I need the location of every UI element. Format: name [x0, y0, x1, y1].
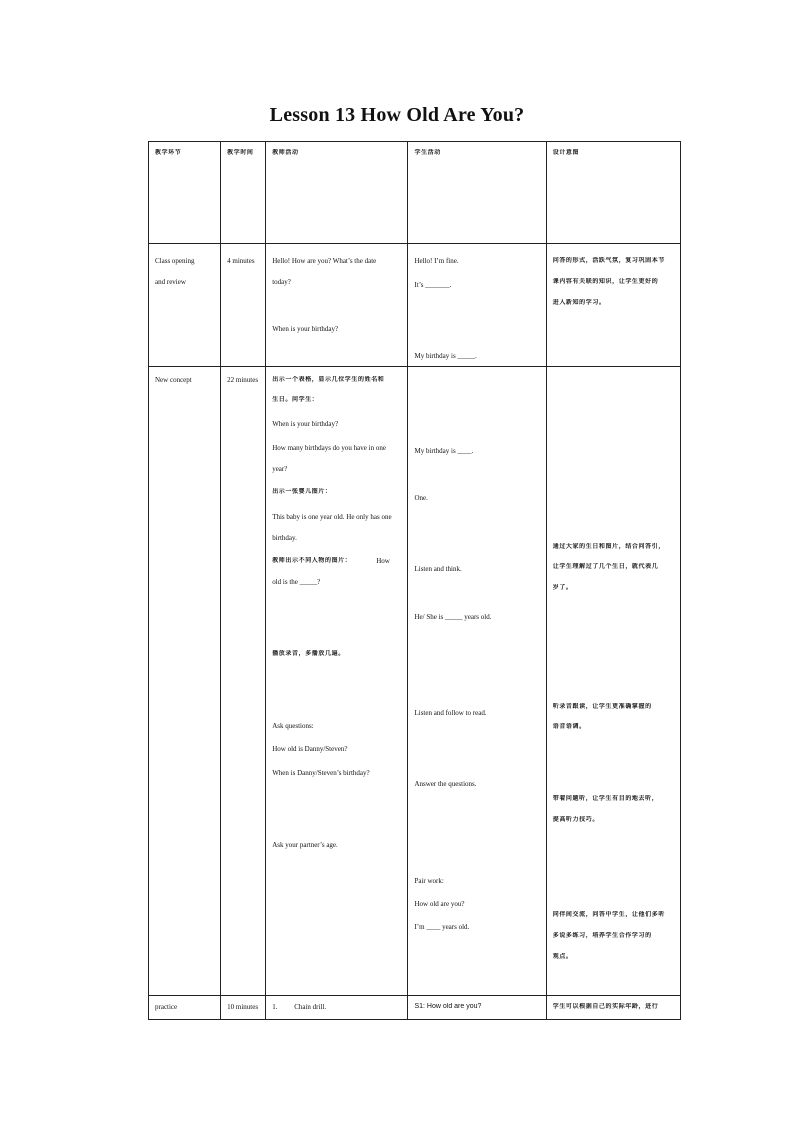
teacher-line: Ask questions:: [272, 722, 314, 730]
teacher-line: When is Danny/Steven’s birthday?: [272, 769, 370, 777]
intent-line: 问答的形式，活跃气氛，复习巩固本节: [552, 257, 665, 264]
teacher-line: When is your birthday?: [272, 325, 339, 333]
table-row: [149, 996, 681, 1020]
teacher-line: How old is Danny/Steven?: [272, 745, 348, 753]
student-line: I’m ____ years old.: [414, 923, 470, 931]
teacher-line: This baby is one year old. He only has one: [272, 513, 392, 521]
intent-line: 课内容有关联的知识，让学生更好的: [552, 278, 659, 285]
student-line: Hello! I’m fine.: [414, 257, 459, 265]
teacher-line: 教师出示不同人物的图片：: [272, 557, 352, 564]
document-title: Lesson 13 How Old Are You?: [269, 104, 525, 126]
student-line: Listen and follow to read.: [414, 709, 487, 717]
teacher-line: old is the _____?: [272, 578, 321, 586]
student-line: One.: [414, 494, 428, 502]
teacher-line: Hello! How are you? What’s the date: [272, 257, 377, 265]
header-stage: 教学环节: [155, 149, 182, 156]
student-line: How old are you?: [414, 900, 465, 908]
student-line: My birthday is _____.: [414, 352, 477, 360]
student-line: Listen and think.: [414, 565, 462, 573]
time-value: 22 minutes: [227, 376, 259, 384]
intent-line: 通过大家的生日和图片，结合问答引，: [552, 543, 665, 550]
intent-line: 带着问题听，让学生有目的地去听，: [552, 795, 659, 802]
stage-label: New concept: [155, 376, 192, 384]
header-student: 学生活动: [414, 149, 441, 156]
intent-line: 进入新知的学习。: [552, 299, 606, 306]
intent-line: 让学生理解过了几个生日，就代表几: [552, 563, 659, 570]
intent-line: 岁了。: [552, 584, 573, 591]
intent-line: 多说多练习，培养学生合作学习的: [552, 932, 652, 939]
intent-line: 听录音跟读，让学生更准确掌握的: [552, 703, 652, 710]
student-line: S1: How old are you?: [414, 1003, 482, 1010]
teacher-item-number: 1.: [272, 1003, 278, 1011]
student-line: He/ She is _____ years old.: [414, 613, 492, 621]
header-intent: 设计意图: [552, 149, 580, 156]
student-line: Answer the questions.: [414, 780, 477, 788]
student-line: Pair work:: [414, 877, 444, 885]
teacher-line: 出示一张婴儿图片：: [272, 488, 332, 495]
table-row: [149, 367, 681, 996]
header-teacher: 教师活动: [272, 149, 299, 156]
teacher-line: 出示一个表格，显示几位学生的姓名和: [272, 376, 385, 383]
student-line: My birthday is ____.: [414, 447, 474, 455]
header-time: 教学时间: [227, 149, 254, 156]
teacher-line: Ask your partner’s age.: [272, 841, 338, 849]
teacher-line: How many birthdays do you have in one: [272, 444, 386, 452]
intent-line: 学生可以根据自己的实际年龄，进行: [552, 1003, 659, 1010]
student-line: It’s _______.: [414, 281, 452, 289]
lesson-plan-table: [148, 141, 681, 1020]
table-row: [149, 244, 681, 367]
intent-line: 语音语调。: [552, 723, 586, 730]
time-value: 10 minutes: [227, 1003, 259, 1011]
teacher-line: 播放录音，多播放几遍。: [272, 650, 345, 657]
stage-label: Class opening: [155, 257, 195, 265]
teacher-line: year?: [272, 465, 288, 473]
teacher-line: How: [376, 557, 390, 565]
teacher-line: When is your birthday?: [272, 420, 339, 428]
intent-line: 同伴间交流，问答中学生，让他们多听: [552, 911, 665, 918]
stage-label: practice: [155, 1003, 178, 1011]
teacher-line: 生日。问学生：: [272, 396, 319, 403]
intent-line: 观点。: [552, 953, 573, 960]
stage-label: and review: [155, 278, 186, 286]
teacher-line: birthday.: [272, 534, 297, 542]
time-value: 4 minutes: [227, 257, 255, 265]
intent-line: 提高听力技巧。: [552, 816, 599, 823]
teacher-line: today?: [272, 278, 291, 286]
table-header-row: [149, 142, 681, 244]
teacher-line: Chain drill.: [294, 1003, 327, 1011]
